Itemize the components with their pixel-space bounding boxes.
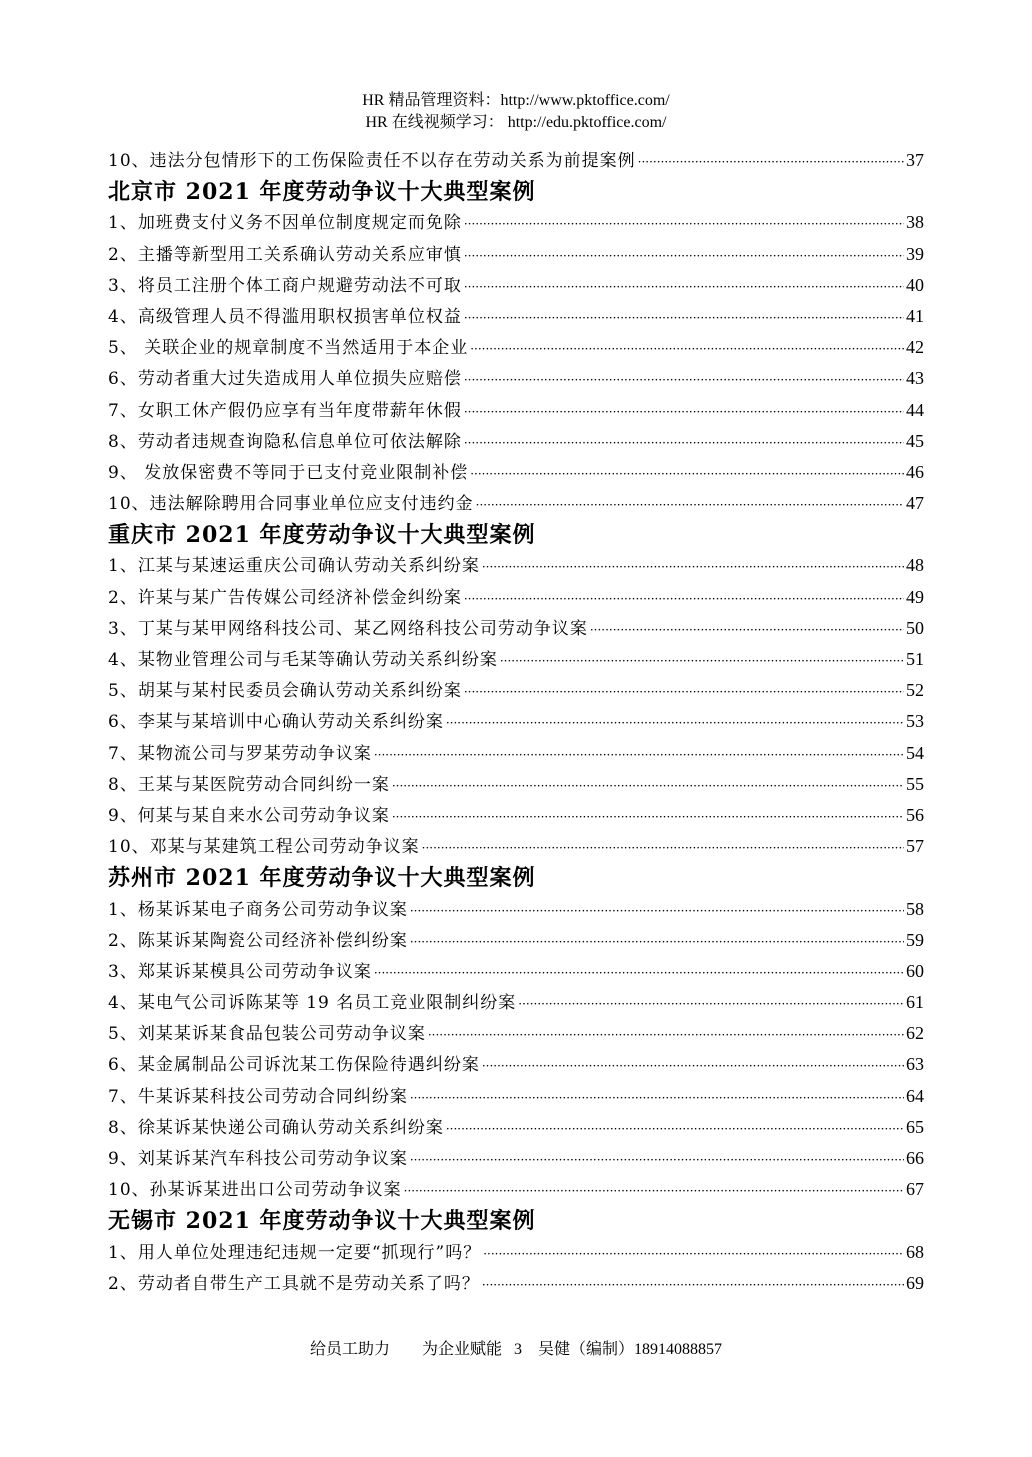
toc-entry-title: 4、高级管理人员不得滥用职权损害单位权益 [108, 306, 462, 327]
dot-leader [464, 436, 904, 450]
dot-leader [470, 342, 904, 356]
toc-entry-page: 45 [906, 430, 924, 451]
dot-leader [464, 280, 904, 294]
dot-leader [483, 1247, 904, 1261]
toc-entry[interactable] [108, 240, 924, 271]
toc-entry[interactable] [108, 770, 924, 801]
footer-slogan-1: 给员工助力 [309, 1341, 390, 1358]
toc-entry-title: 5、刘某某诉某食品包装公司劳动争议案 [108, 1024, 426, 1045]
toc-entry[interactable] [108, 396, 924, 427]
dot-leader [404, 1184, 904, 1198]
toc-entry-title: 4、某物业管理公司与毛某等确认劳动关系纠纷案 [108, 650, 498, 670]
toc-entry-page: 46 [906, 461, 924, 482]
toc-entry[interactable] [108, 1238, 924, 1269]
toc-entry-page: 63 [906, 1054, 924, 1075]
dot-leader [470, 467, 904, 481]
toc-entry-title: 3、郑某诉某模具公司劳动争议案 [108, 961, 372, 982]
dot-leader [392, 779, 904, 793]
toc-entry-page: 47 [906, 493, 924, 514]
dot-leader [476, 498, 904, 512]
dot-leader [410, 1153, 904, 1167]
dot-leader [518, 997, 904, 1011]
toc-entry-title: 5、胡某与某村民委员会确认劳动关系纠纷案 [108, 681, 462, 702]
toc-entry-page: 52 [906, 680, 924, 701]
toc-entry-title: 2、主播等新型用工关系确认劳动关系应审慎 [108, 244, 462, 265]
toc-entry[interactable] [108, 146, 924, 177]
toc-entry[interactable] [108, 302, 924, 333]
dot-leader [500, 654, 904, 668]
toc-entry[interactable] [108, 739, 924, 770]
toc-entry-title: 10、违法解除聘用合同事业单位应支付违约金 [108, 494, 474, 515]
dot-leader [428, 1028, 904, 1042]
toc-entry-title: 8、王某与某医院劳动合同纠纷一案 [108, 774, 390, 795]
toc-entry-page: 67 [906, 1179, 924, 1200]
toc-entry-page: 57 [906, 836, 924, 857]
toc-entry-title: 2、陈某诉某陶瓷公司经济补偿纠纷案 [108, 930, 408, 951]
toc-entry-page: 49 [906, 586, 924, 607]
toc-entry-title: 9、 发放保密费不等同于已支付竞业限制补偿 [108, 462, 469, 483]
dot-leader [464, 311, 904, 325]
toc-entry-title: 3、将员工注册个体工商户规避劳动法不可取 [108, 275, 462, 296]
toc-entry[interactable] [108, 1082, 924, 1113]
page-header [0, 90, 1032, 134]
dot-leader [464, 373, 904, 387]
toc-entry-page: 58 [906, 898, 924, 919]
toc-entry-title: 6、劳动者重大过失造成用人单位损失应赔偿 [108, 369, 462, 390]
footer-slogan-2: 为企业赋能 [421, 1341, 502, 1358]
toc-entry[interactable] [108, 1269, 924, 1300]
table-of-contents [108, 146, 924, 1300]
toc-entry-title: 8、徐某诉某快递公司确认劳动关系纠纷案 [108, 1117, 444, 1138]
toc-entry[interactable] [108, 832, 924, 863]
toc-entry[interactable] [108, 614, 924, 645]
toc-entry-title: 6、李某与某培训中心确认劳动关系纠纷案 [108, 712, 444, 733]
dot-leader [464, 249, 904, 263]
toc-entry-page: 50 [906, 617, 924, 638]
toc-entry-title: 4、某电气公司诉陈某等 19 名员工竞业限制纠纷案 [108, 993, 517, 1014]
dot-leader [464, 685, 904, 699]
toc-entry[interactable] [108, 364, 924, 395]
toc-entry-title: 9、何某与某自来水公司劳动争议案 [108, 805, 390, 826]
toc-entry-title: 3、丁某与某甲网络科技公司、某乙网络科技公司劳动争议案 [108, 618, 588, 639]
toc-entry[interactable] [108, 551, 924, 582]
section-heading: 苏州市 2021 年度劳动争议十大典型案例 [108, 865, 536, 892]
toc-entry-title: 6、某金属制品公司诉沈某工伤保险待遇纠纷案 [108, 1055, 480, 1076]
dot-leader [410, 1091, 904, 1105]
toc-entry[interactable] [108, 333, 924, 364]
toc-entry[interactable] [108, 676, 924, 707]
dot-leader [482, 1278, 904, 1292]
toc-entry-title: 7、某物流公司与罗某劳动争议案 [108, 743, 372, 764]
toc-entry-title: 1、加班费支付义务不因单位制度规定而免除 [108, 213, 462, 234]
dot-leader [482, 1059, 904, 1073]
dot-leader [482, 560, 904, 574]
dot-leader [446, 716, 904, 730]
dot-leader [464, 405, 904, 419]
dot-leader [374, 966, 904, 980]
footer-author: 吴健（编制）18914088857 [538, 1341, 723, 1358]
toc-entry[interactable] [108, 208, 924, 239]
footer-page-number: 3 [514, 1341, 522, 1358]
toc-entry-page: 48 [906, 555, 924, 576]
toc-entry-title: 9、刘某诉某汽车科技公司劳动争议案 [108, 1149, 408, 1169]
page-footer [0, 1336, 1032, 1359]
toc-entry-page: 56 [906, 804, 924, 825]
toc-entry-page: 53 [906, 711, 924, 732]
toc-entry[interactable] [108, 1019, 924, 1050]
toc-entry-page: 41 [906, 305, 924, 326]
section-heading: 北京市 2021 年度劳动争议十大典型案例 [108, 179, 536, 206]
dot-leader [410, 935, 904, 949]
toc-entry[interactable] [108, 1113, 924, 1144]
toc-entry[interactable] [108, 489, 924, 520]
toc-entry-title: 2、许某与某广告传媒公司经济补偿金纠纷案 [108, 587, 462, 608]
toc-entry-page: 40 [906, 274, 924, 295]
dot-leader [446, 1122, 904, 1136]
section-heading: 无锡市 2021 年度劳动争议十大典型案例 [108, 1208, 536, 1235]
toc-entry-page: 68 [906, 1241, 924, 1262]
dot-leader [638, 155, 904, 169]
toc-entry[interactable] [108, 707, 924, 738]
dot-leader [374, 748, 904, 762]
toc-entry-title: 10、违法分包情形下的工伤保险责任不以存在劳动关系为前提案例 [108, 151, 636, 171]
toc-entry-title: 7、牛某诉某科技公司劳动合同纠纷案 [108, 1086, 408, 1107]
toc-entry-page: 62 [906, 1023, 924, 1044]
dot-leader [410, 904, 904, 918]
toc-entry-title: 7、女职工休产假仍应享有当年度带薪年休假 [108, 400, 462, 421]
toc-entry-title: 8、劳动者违规查询隐私信息单位可依法解除 [108, 431, 462, 452]
toc-entry[interactable] [108, 926, 924, 957]
toc-entry-title: 1、用人单位处理违纪违规一定要“抓现行”吗？ [108, 1242, 482, 1263]
toc-entry-title: 1、杨某诉某电子商务公司劳动争议案 [108, 899, 408, 920]
toc-entry-page: 60 [906, 960, 924, 981]
toc-entry-page: 38 [906, 212, 924, 233]
toc-entry-page: 59 [906, 929, 924, 950]
toc-entry[interactable] [108, 801, 924, 832]
section-heading: 重庆市 2021 年度劳动争议十大典型案例 [108, 522, 536, 549]
toc-entry-page: 37 [906, 150, 924, 170]
toc-entry-title: 1、江某与某速运重庆公司确认劳动关系纠纷案 [108, 556, 480, 577]
toc-entry-page: 55 [906, 773, 924, 794]
toc-entry-page: 51 [906, 649, 924, 669]
dot-leader [392, 810, 904, 824]
toc-entry[interactable] [108, 427, 924, 458]
header-line-1: HR 精品管理资料：http://www.pktoffice.com/ [362, 92, 670, 109]
toc-entry-page: 64 [906, 1085, 924, 1106]
toc-entry-title: 2、劳动者自带生产工具就不是劳动关系了吗？ [108, 1273, 480, 1294]
dot-leader [464, 592, 904, 606]
toc-entry-page: 66 [906, 1148, 924, 1168]
toc-entry-page: 44 [906, 399, 924, 420]
toc-entry[interactable] [108, 458, 924, 489]
toc-entry-page: 42 [906, 337, 924, 358]
toc-entry-title: 5、 关联企业的规章制度不当然适用于本企业 [108, 338, 469, 359]
toc-entry[interactable] [108, 1175, 924, 1206]
toc-entry-title: 10、孙某诉某进出口公司劳动争议案 [108, 1180, 402, 1201]
toc-entry-page: 61 [906, 992, 924, 1013]
toc-entry[interactable] [108, 988, 924, 1019]
dot-leader [590, 623, 904, 637]
toc-entry[interactable] [108, 271, 924, 302]
toc-entry-title: 10、邓某与某建筑工程公司劳动争议案 [108, 837, 420, 858]
toc-entry[interactable] [108, 1050, 924, 1081]
toc-entry[interactable] [108, 583, 924, 614]
toc-entry-page: 65 [906, 1116, 924, 1137]
dot-leader [464, 217, 904, 231]
toc-entry-page: 54 [906, 742, 924, 763]
toc-entry[interactable] [108, 957, 924, 988]
toc-entry[interactable] [108, 645, 924, 676]
dot-leader [422, 841, 904, 855]
toc-entry[interactable] [108, 895, 924, 926]
toc-entry[interactable] [108, 1144, 924, 1175]
toc-entry-page: 43 [906, 368, 924, 389]
header-line-2: HR 在线视频学习： http://edu.pktoffice.com/ [365, 114, 667, 131]
toc-entry-page: 39 [906, 243, 924, 264]
toc-entry-page: 69 [906, 1272, 924, 1293]
